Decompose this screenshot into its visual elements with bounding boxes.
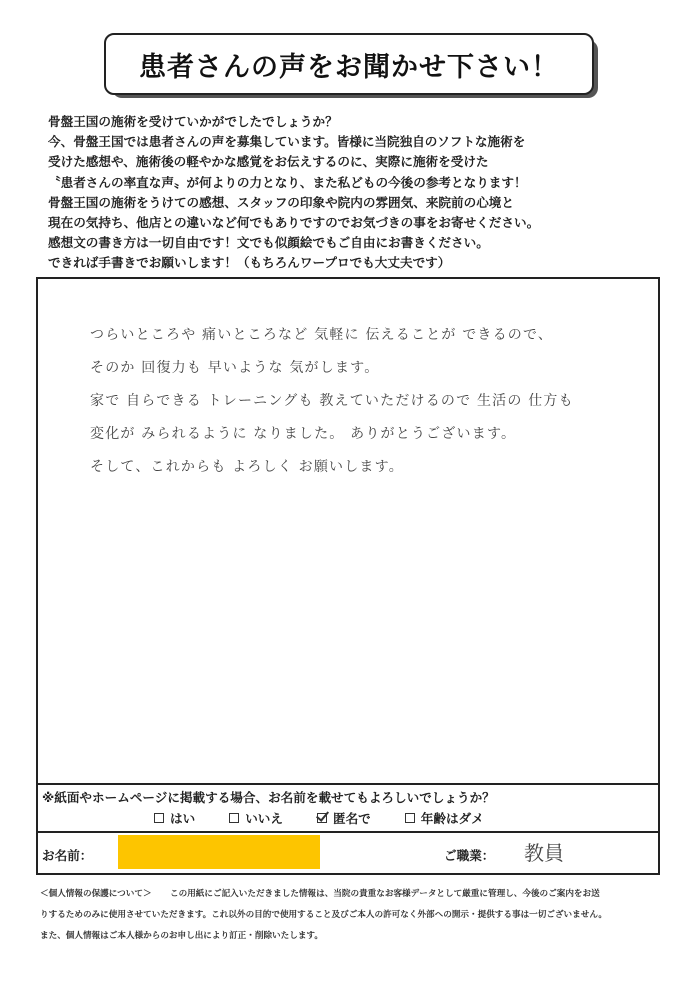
- comment-line: そのか 回復力も 早いような 気がします。: [90, 360, 380, 376]
- comment-line: そして、これからも よろしく お願いします。: [90, 459, 404, 475]
- option-yes[interactable]: [154, 808, 195, 827]
- name-redaction: [118, 835, 320, 869]
- option-no-age[interactable]: [405, 808, 484, 827]
- name-label: お名前：: [42, 848, 93, 863]
- handwritten-comment: [90, 319, 630, 484]
- intro-line: 現在の気持ち、他店との違いなど何でもありですのでお気づきの事をお寄せください。: [48, 215, 540, 231]
- option-label: 匿名で: [332, 811, 371, 826]
- question-text: ※紙面やホームページに掲載する場合、お名前を載せてもよろしいでしょうか？: [42, 790, 495, 805]
- intro-line: 今、骨盤王国では患者さんの声を募集しています。皆様に当院独自のソフトな施術を: [48, 134, 526, 150]
- option-no[interactable]: [229, 808, 283, 827]
- job-value: 教員: [524, 841, 564, 865]
- intro-line: 骨盤王国の施術をうけての感想、スタッフの印象や院内の雰囲気、来院前の心境と: [48, 194, 514, 210]
- option-label: 年齢はダメ: [420, 811, 484, 826]
- name-job-row: [38, 831, 658, 873]
- checkbox-no-age[interactable]: [405, 813, 415, 823]
- job-label: ご職業：: [444, 848, 495, 863]
- checkbox-no[interactable]: [229, 813, 239, 823]
- intro-line: 感想文の書き方は一切自由です！文でも似顔絵でもご自由にお書きください。: [48, 235, 489, 251]
- comment-line: つらいところや 痛いところなど 気軽に 伝えることが できるので、: [90, 327, 554, 343]
- name-permission-question: [38, 783, 658, 833]
- intro-line: できれば手書きでお願いします！（もちろんワープロでも大丈夫です）: [48, 255, 451, 271]
- option-anonymous[interactable]: [317, 808, 371, 827]
- privacy-heading: ＜個人情報の保護について＞: [40, 889, 152, 899]
- privacy-line: この用紙にご記入いただきました情報は、当院の貴重なお客様データとして厳重に管理し、今後のご案内をお送: [170, 889, 600, 899]
- comment-line: 変化が みられるように なりました。 ありがとうございます。: [90, 426, 517, 442]
- comment-area: [38, 279, 658, 785]
- intro-line: 〝患者さんの率直な声〟が何よりの力となり、また私どもの今後の参考となります！: [48, 174, 527, 190]
- intro-text: [48, 112, 668, 274]
- checkbox-yes[interactable]: [154, 813, 164, 823]
- intro-line: 骨盤王国の施術を受けていかがでしたでしょうか？: [48, 114, 338, 129]
- comment-line: 家で 自らできる トレーニングも 教えていただけるので 生活の 仕方も: [90, 393, 574, 409]
- form-frame: [36, 277, 660, 875]
- privacy-notice: [40, 884, 664, 947]
- page-title: 患者さんの声をお聞かせ下さい！: [104, 33, 594, 95]
- permission-options: [154, 808, 518, 827]
- option-label: いいえ: [245, 811, 283, 826]
- privacy-line: また、個人情報はご本人様からのお申し出により訂正・削除いたします。: [40, 931, 323, 941]
- intro-line: 受けた感想や、施術後の軽やかな感覚をお伝えするのに、実際に施術を受けた: [48, 154, 489, 170]
- privacy-line: りするためのみに使用させていただきます。これ以外の目的で使用すること及びご本人の許可なく外部への開示・提供する事は一切ございません。: [40, 910, 608, 920]
- option-label: はい: [170, 811, 196, 826]
- checkbox-anonymous-checked[interactable]: [317, 813, 327, 823]
